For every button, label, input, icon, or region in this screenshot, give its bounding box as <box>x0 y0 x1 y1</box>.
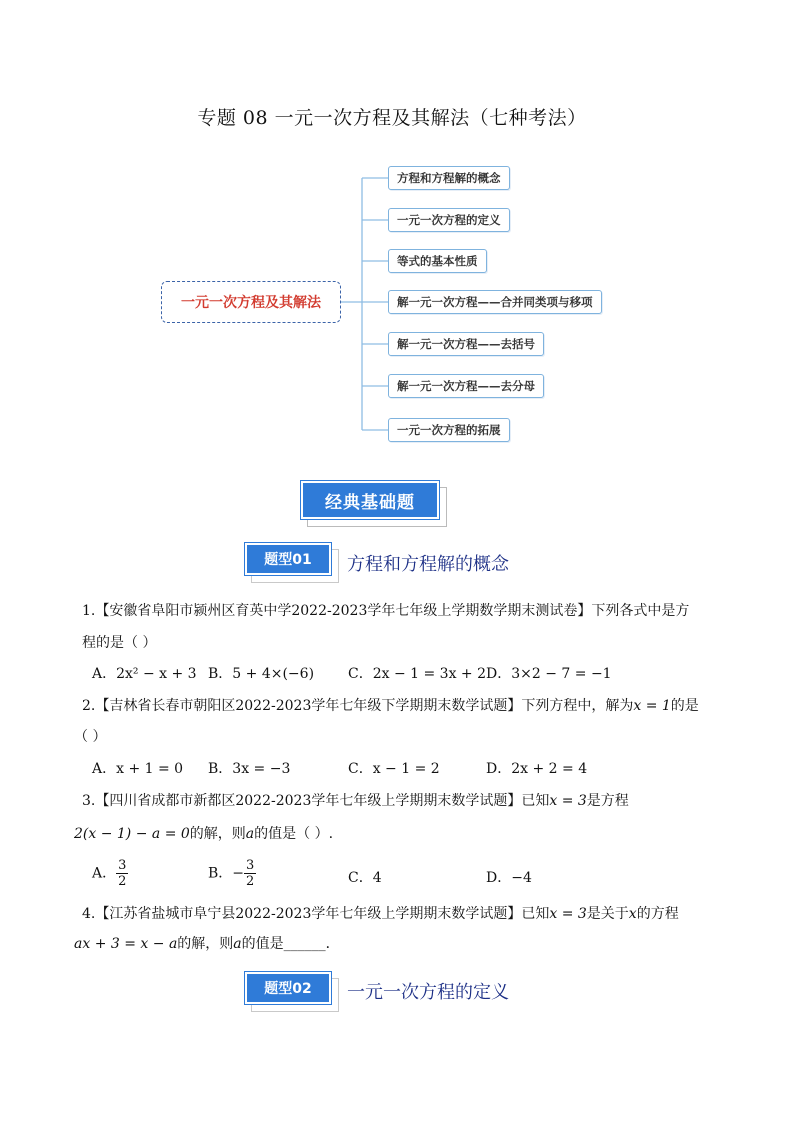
question-1-option-d: D．3×2 − 7 = −1 <box>486 666 612 682</box>
question-3-line-1: 3.【四川省成都市新都区2022-2023学年七年级上学期期末数学试题】已知x = 3是方程 <box>82 793 629 809</box>
question-3-option-d: D．−4 <box>486 870 532 886</box>
question-2-option-b: B．3x = −3 <box>208 761 291 777</box>
type-tag-02: 题型02 <box>245 972 331 1004</box>
type-title-01: 方程和方程解的概念 <box>347 554 509 575</box>
section-banner: 经典基础题 <box>301 481 439 519</box>
mindmap-node-extension: 一元一次方程的拓展 <box>388 418 510 442</box>
question-2-option-d: D．2x + 2 = 4 <box>486 761 588 777</box>
mindmap-node-combine-terms: 解一元一次方程——合并同类项与移项 <box>388 290 602 314</box>
question-4-line-2: ax + 3 = x − a的解，则a的值是______． <box>74 936 340 952</box>
mindmap-node-remove-denominator: 解一元一次方程——去分母 <box>388 374 544 398</box>
fraction-three-halves: $\frac{3}{2}$ <box>118 858 127 889</box>
question-1-option-b: B．5 + 4×(−6) <box>208 666 315 682</box>
type-title-02: 一元一次方程的定义 <box>347 982 509 1003</box>
question-2-line-2: （ ） <box>74 729 107 745</box>
question-3-option-c: C．4 <box>348 870 382 886</box>
mindmap-connectors <box>0 0 794 470</box>
question-3-line-2: 2(x − 1) − a = 0的解，则a的值是（ ）. <box>74 826 334 842</box>
type-tag-01: 题型01 <box>245 543 331 575</box>
question-1-line-2: 程的是（ ） <box>82 635 157 651</box>
question-3-option-a: A． $\frac{3}{2}$ <box>92 858 127 889</box>
question-1-option-a: A．2x² − x + 3 <box>92 666 197 682</box>
mindmap-node-equality-properties: 等式的基本性质 <box>388 249 487 273</box>
fraction-three-halves-negative: $\frac{3}{2}$ <box>246 858 255 889</box>
question-1-line-1: 1.【安徽省阜阳市颍州区育英中学2022-2023学年七年级上学期数学期末测试卷】下列各式中是方 <box>82 603 690 619</box>
question-2-line-1: 2.【吉林省长春市朝阳区2022-2023学年七年级下学期期末数学试题】下列方程中，解为x = 1的是 <box>82 698 699 714</box>
mindmap-node-remove-brackets: 解一元一次方程——去括号 <box>388 332 544 356</box>
question-2-option-c: C．x − 1 = 2 <box>348 761 440 777</box>
question-1-option-c: C．2x − 1 = 3x + 2 <box>348 666 487 682</box>
question-4-line-1: 4.【江苏省盐城市阜宁县2022-2023学年七年级上学期期末数学试题】已知x = 3是关于x的方程 <box>82 906 679 922</box>
mindmap-root: 一元一次方程及其解法 <box>161 281 341 323</box>
question-3-option-b: B．− $\frac{3}{2}$ <box>208 858 255 889</box>
question-2-option-a: A．x + 1 = 0 <box>92 761 184 777</box>
page-title: 专题 08 一元一次方程及其解法（七种考法） <box>197 107 587 129</box>
mindmap-node-concept: 方程和方程解的概念 <box>388 166 510 190</box>
mindmap-node-definition: 一元一次方程的定义 <box>388 208 510 232</box>
